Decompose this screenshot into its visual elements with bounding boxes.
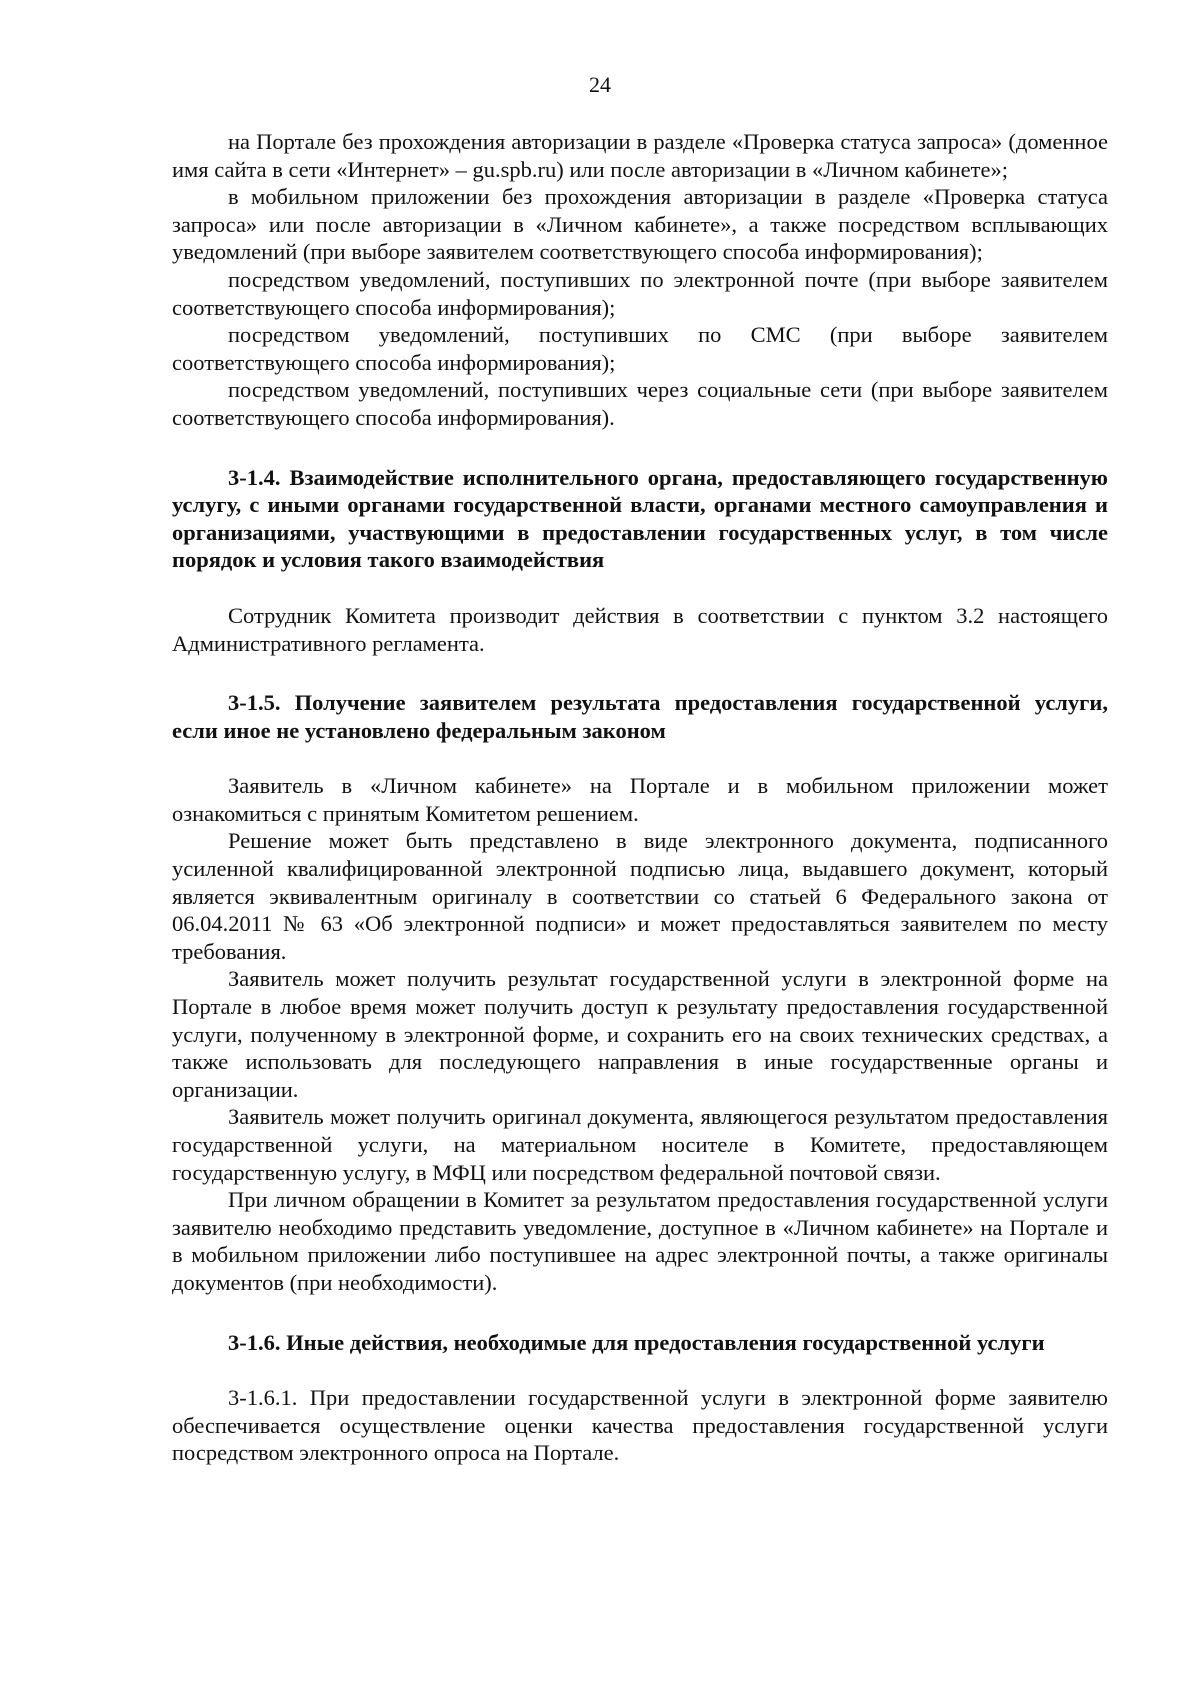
spacer	[172, 1297, 1108, 1329]
section-heading-3-1-6: 3-1.6. Иные действия, необходимые для предоставления государственной услуги	[228, 1329, 1045, 1355]
section-heading-3-1-5: 3-1.5. Получение заявителем результата предоставления государственной услуги, если иное не установлено федеральным законом	[172, 690, 1108, 743]
page-number: 24	[589, 72, 611, 97]
paragraph: посредством уведомлений, поступивших через социальные сети (при выборе заявителем соответствующего способа информирования).	[172, 377, 1108, 430]
paragraph: Заявитель может получить результат государственной услуги в электронной форме на Портале в любое время может получить доступ к результату предоставления государственной услуги, полученному в электронной форме, и сохранить его на своих технических средствах, а также использовать для последующего направления в иные государственные органы и организации.	[172, 966, 1108, 1102]
paragraph: посредством уведомлений, поступивших по электронной почте (при выборе заявителем соответствующего способа информирования);	[172, 266, 1108, 320]
spacer	[172, 744, 1108, 772]
paragraph: Заявитель в «Личном кабинете» на Портале и в мобильном приложении может ознакомиться с принятым Комитетом решением.	[172, 773, 1108, 826]
paragraph: Заявитель может получить оригинал документа, являющегося результатом предоставления государственной услуги, на материальном носителе в Комитете, предоставляющем государственную услугу, в МФЦ или посредством федеральной почтовой связи.	[172, 1104, 1108, 1185]
spacer	[172, 657, 1108, 689]
paragraph: посредством уведомлений, поступивших по СМС (при выборе заявителем соответствующего способа информирования);	[172, 322, 1108, 375]
paragraph: Решение может быть представлено в виде электронного документа, подписанного усиленной квалифицированной электронной подписью лица, выдавшего документ, который является эквивалентным оригиналу в соответствии со статьей 6 Федерального закона от 06.04.2011 № 63 «Об электронной подписи» и может предоставляться заявителем по месту требования.	[172, 828, 1108, 964]
paragraph: в мобильном приложении без прохождения авторизации в разделе «Проверка статуса запроса» или после авторизации в «Личном кабинете», а также посредством всплывающих уведомлений (при выборе заявителем соответствующего способа информирования);	[172, 184, 1108, 265]
document-body	[172, 128, 1108, 1467]
paragraph: на Портале без прохождения авторизации в разделе «Проверка статуса запроса» (доменное имя сайта в сети «Интернет» – gu.spb.ru) или после авторизации в «Личном кабинете»;	[172, 129, 1108, 182]
spacer	[172, 574, 1108, 602]
spacer	[172, 1356, 1108, 1384]
spacer	[172, 432, 1108, 464]
paragraph: При личном обращении в Комитет за результатом предоставления государственной услуги заявителю необходимо представить уведомление, доступное в «Личном кабинете» на Портале и в мобильном приложении либо поступившее на адрес электронной почты, а также оригиналы документов (при необходимости).	[172, 1187, 1108, 1295]
paragraph: Сотрудник Комитета производит действия в соответствии с пунктом 3.2 настоящего Административного регламента.	[172, 602, 1108, 656]
section-heading-3-1-4: 3-1.4. Взаимодействие исполнительного органа, предоставляющего государственную услугу, с иными органами государственной власти, органами местного самоуправления и организациями, участвующими в предоставлении государственных услуг, в том числе порядок и условия такого взаимодействия	[172, 464, 1108, 573]
paragraph: 3-1.6.1. При предоставлении государственной услуги в электронной форме заявителю обеспечивается осуществление оценки качества предоставления государственной услуги посредством электронного опроса на Портале.	[172, 1385, 1108, 1466]
